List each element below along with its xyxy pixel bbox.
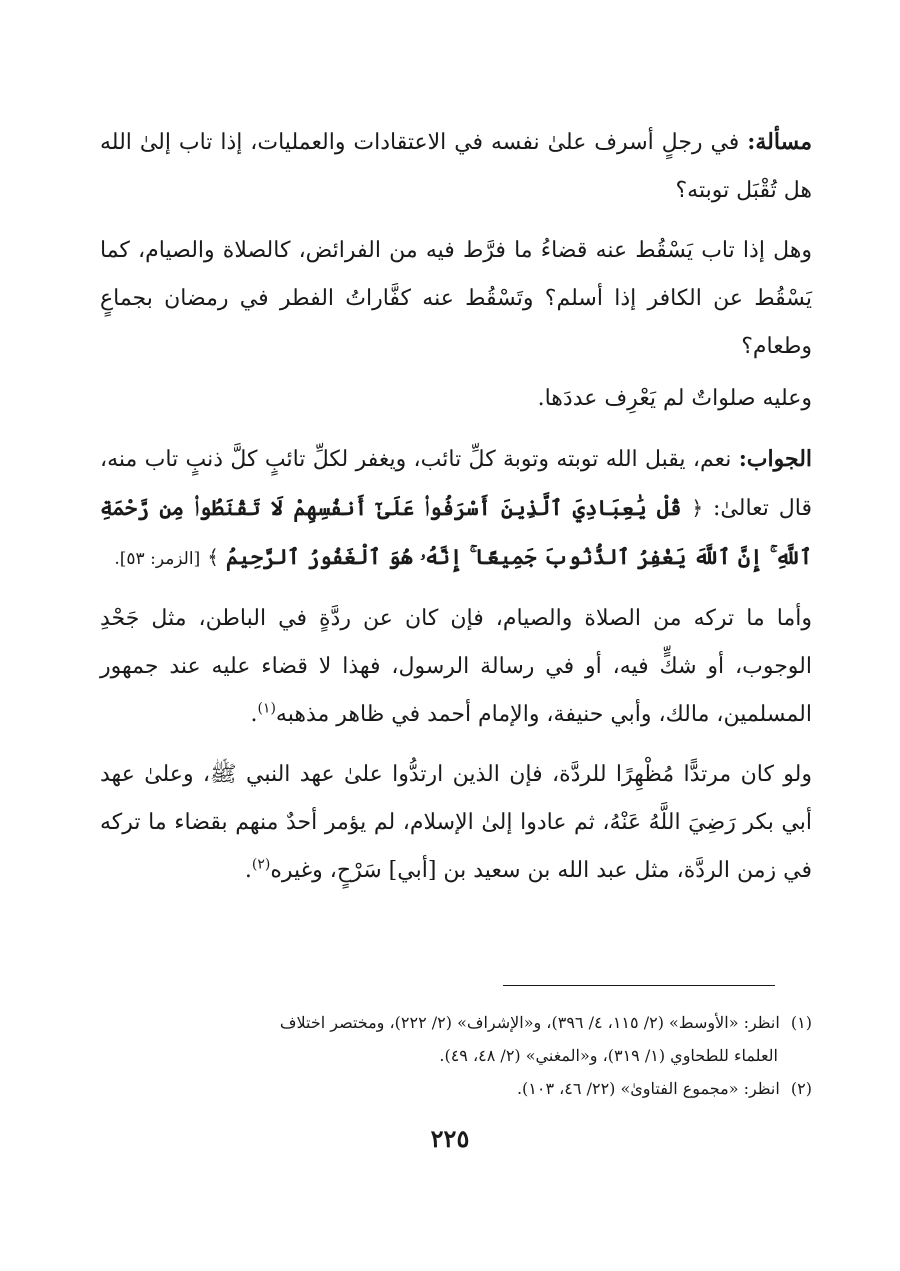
footnote-2-line1: انظر: «مجموع الفتاوىٰ» (٢٢/ ٤٦، ١٠٣).	[516, 1079, 780, 1098]
prayer-fasting-end: .	[250, 702, 258, 727]
footnote-1	[100, 1006, 812, 1039]
prayer-fasting-text: وأما ما تركه من الصلاة والصيام، فإن كان عن ردَّةٍ في الباطن، مثل جَحْدِ الوجوب، أو شكٍّ فيه، أو في رسالة الرسول، فهذا لا قضاء عليه عند جمهور المسلمين، مالك، وأبي حنيفة، والإمام أحمد في ظاهر مذهبه	[100, 606, 812, 727]
footnote-2	[100, 1072, 812, 1105]
footnote-2-number: (٢)	[790, 1079, 812, 1098]
footnote-divider	[503, 985, 775, 986]
prayer-fasting-paragraph	[100, 595, 812, 739]
question-lead: مسألة:	[747, 129, 812, 155]
apostate-paragraph	[100, 751, 812, 895]
footnote-1-line2: العلماء للطحاوي (١/ ٣١٩)، و«المغني» (٢/ ٤٨، ٤٩).	[439, 1046, 778, 1065]
verse-reference: [الزمر: ٥٣].	[114, 549, 201, 569]
footnote-mark-1[interactable]: (١)	[257, 700, 276, 717]
footnote-mark-2[interactable]: (٢)	[251, 856, 271, 873]
question-text: في رجلٍ أسرف علىٰ نفسه في الاعتقادات والعمليات، إذا تاب إلىٰ الله هل تُقْبَل توبته؟	[100, 130, 812, 203]
apostate-text: ولو كان مرتدًّا مُظْهِرًا للردَّة، فإن الذين ارتدُّوا علىٰ عهد النبي ﷺ، وعلىٰ عهد أبي بكر رَضِيَ اللَّهُ عَنْهُ، ثم عادوا إلىٰ الإسلام، لم يؤمر أحدٌ منهم بقضاء ما تركه في زمن الردَّة، مثل عبد الله بن سعيد بن [أبي] سَرْحٍ، وغيره	[100, 762, 812, 883]
footnote-1-continuation	[100, 1039, 812, 1072]
apostate-end: .	[244, 858, 252, 883]
answer-text: نعم، يقبل الله توبته وتوبة كلِّ تائب، ويغفر لكلِّ تائبٍ كلَّ ذنبٍ تاب منه، قال تعالىٰ:	[100, 447, 812, 521]
footnotes	[100, 1006, 812, 1105]
page-number: ٢٢٥	[430, 1124, 470, 1153]
footnote-1-number: (١)	[790, 1013, 812, 1032]
answer-paragraph	[100, 435, 812, 583]
quran-verse: قُلْ يَٰعِبَادِيَ ٱلَّذِينَ أَسْرَفُوا۟ عَلَىٰٓ أَنفُسِهِمْ لَا تَقْنَطُوا۟ مِن رَّحْمَةِ ٱللَّهِ ۚ إِنَّ ٱللَّهَ يَغْفِرُ ٱلذُّنُوبَ جَمِيعًا ۚ إِنَّهُۥ هُوَ ٱلْغَفُورُ ٱلرَّحِيمُ	[100, 495, 812, 569]
question2-paragraph: وهل إذا تاب يَسْقُط عنه قضاءُ ما فرَّط فيه من الفرائض، كالصلاة والصيام، كما يَسْقُط عن الكافر إذا أسلم؟ وتَسْقُط عنه كفَّاراتُ الفطر في رمضان بجماعٍ وطعام؟	[100, 238, 812, 359]
quran-brace-close: ﴾	[207, 545, 219, 569]
footnote-1-line1: انظر: «الأوسط» (٢/ ١١٥، ٤/ ٣٩٦)، و«الإشراف» (٢/ ٢٢٢)، ومختصر اختلاف	[279, 1013, 780, 1032]
question-paragraph	[100, 118, 812, 215]
main-text	[100, 118, 812, 907]
quran-brace-open: ﴿	[691, 496, 704, 520]
answer-lead: الجواب:	[738, 446, 813, 472]
question3-paragraph: وعليه صلواتٌ لم يَعْرِف عددَها.	[537, 386, 812, 411]
